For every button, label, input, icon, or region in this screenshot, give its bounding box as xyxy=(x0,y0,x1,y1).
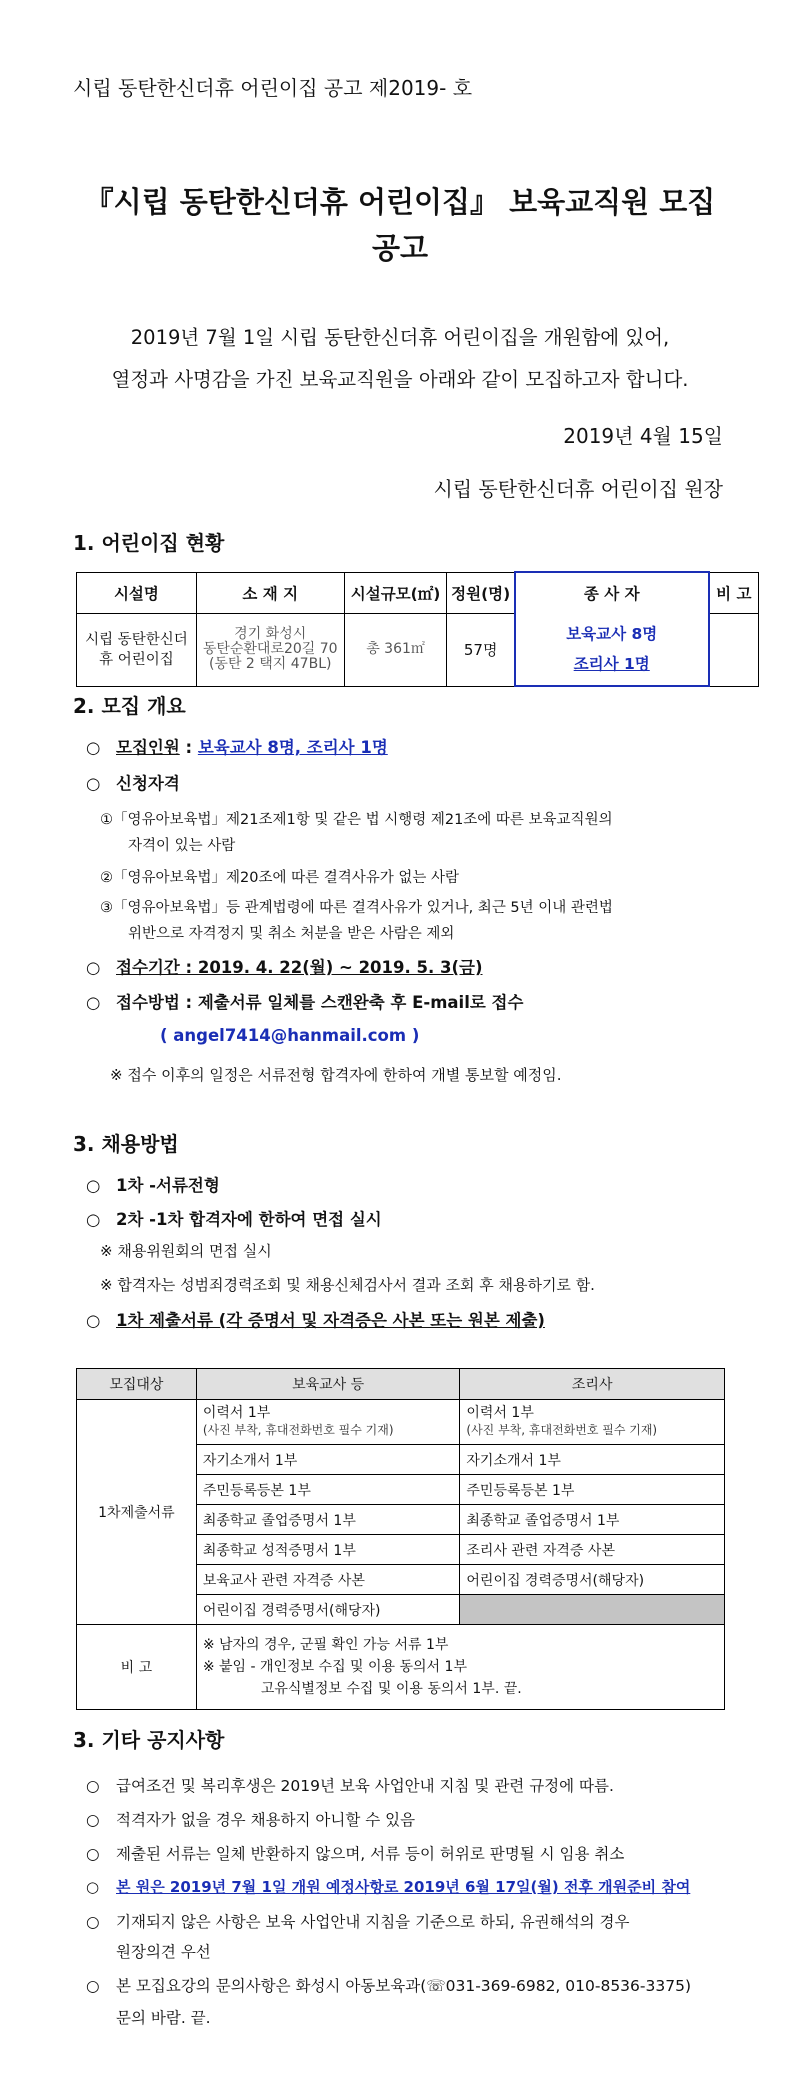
section-2-heading: 2. 모집 개요 xyxy=(73,694,186,718)
cook-doc xyxy=(460,1400,725,1445)
application-period: 접수기간 : 2019. 4. 22(월) ~ 2019. 5. 3(금) xyxy=(116,958,483,977)
notice-item xyxy=(86,1910,629,1932)
qualification-label: 신청자격 xyxy=(116,774,180,793)
intro-line-1: 2019년 7월 1일 시립 동탄한신더휴 어린이집을 개원함에 있어, xyxy=(130,326,670,349)
qualification-3-line-2: 위반으로 자격정지 및 취소 처분을 받은 사람은 제외 xyxy=(128,926,455,942)
notice-item-5-line-1: 기재되지 않은 사항은 보육 사업안내 지침을 기준으로 하되, 유권해석의 경우 xyxy=(116,1913,630,1931)
facility-capacity: 57명 xyxy=(447,613,515,686)
header-size: 시설규모(㎡) xyxy=(344,572,447,613)
notice-number: 시립 동탄한신더휴 어린이집 공고 제2019- 호 xyxy=(73,76,473,100)
notice-item-3: 제출된 서류는 일체 반환하지 않으며, 서류 등이 허위로 판명될 시 임용 취소 xyxy=(116,1845,625,1863)
teacher-doc-main: 이력서 1부 xyxy=(202,1405,271,1421)
contact-email: ( angel7414@hanmail.com ) xyxy=(160,1026,420,1045)
remarks-content xyxy=(196,1625,724,1710)
cook-doc-sub: (사진 부착, 휴대전화번호 필수 기재) xyxy=(466,1423,658,1437)
remarks-label: 비 고 xyxy=(77,1625,197,1710)
notice-item-1: 급여조건 및 복리후생은 2019년 보육 사업안내 지침 및 관련 규정에 따름. xyxy=(116,1777,614,1795)
teacher-doc: 주민등록등본 1부 xyxy=(196,1475,460,1505)
recruit-colon: : xyxy=(179,738,198,757)
bullet-icon: ○ xyxy=(86,1913,100,1931)
recruit-value: 보육교사 8명, 조리사 1명 xyxy=(197,738,388,757)
qualification-3-line-1: ③「영유아보육법」등 관계법령에 따른 결격사유가 있거나, 최근 5년 이내 관련법 xyxy=(100,900,613,916)
cook-doc-main: 이력서 1부 xyxy=(466,1405,534,1421)
qualification-1-line-2: 자격이 있는 사람 xyxy=(128,838,236,854)
remarks-line-1: ※ 남자의 경우, 군필 확인 가능 서류 1부 xyxy=(202,1637,449,1653)
address-line-3: (동탄 2 택지 47BL) xyxy=(208,656,332,672)
teacher-doc: 최종학교 졸업증명서 1부 xyxy=(196,1505,460,1535)
notice-item-5-line-2: 원장의견 우선 xyxy=(116,1943,211,1961)
notice-item-4: 본 원은 2019년 7월 1일 개원 예정사항로 2019년 6월 17일(월) 전후 개원준비 참여 xyxy=(116,1878,691,1896)
step-1-line xyxy=(86,1172,220,1196)
bullet-icon: ○ xyxy=(86,738,101,757)
facility-name: 시립 동탄한신더휴 어린이집 xyxy=(77,613,197,686)
facility-size: 총 361㎡ xyxy=(344,613,447,686)
schedule-note: ※ 접수 이후의 일정은 서류전형 합격자에 한하여 개별 통보할 예정임. xyxy=(110,1066,562,1084)
intro-line-2: 열정과 사명감을 가진 보육교직원을 아래와 같이 모집하고자 합니다. xyxy=(111,368,689,391)
period-line xyxy=(86,954,483,978)
header-cook: 조리사 xyxy=(460,1369,725,1400)
qualification-1-line-1: ①「영유아보육법」제21조제1항 및 같은 법 시행령 제21조에 따른 보육교직원의 xyxy=(100,812,613,828)
teacher-doc: 어린이집 경력증명서(해당자) xyxy=(196,1595,460,1625)
header-remarks: 비 고 xyxy=(709,572,759,613)
cook-doc: 최종학교 졸업증명서 1부 xyxy=(460,1505,725,1535)
bullet-icon: ○ xyxy=(86,958,101,977)
bullet-icon: ○ xyxy=(86,1176,101,1195)
application-method: 접수방법 : 제출서류 일체를 스캔완축 후 E-mail로 접수 xyxy=(116,993,524,1012)
header-staff: 종 사 자 xyxy=(515,572,709,613)
bullet-icon: ○ xyxy=(86,774,101,793)
recruit-label: 모집인원 xyxy=(116,738,180,757)
notice-item xyxy=(86,1842,624,1864)
cook-doc: 조리사 관련 자격증 사본 xyxy=(460,1535,725,1565)
bullet-icon: ○ xyxy=(86,1845,100,1863)
documents-table xyxy=(76,1368,725,1710)
header-teacher: 보육교사 등 xyxy=(196,1369,460,1400)
section-3-heading: 3. 채용방법 xyxy=(73,1132,179,1156)
facility-address xyxy=(196,613,344,686)
teacher-doc: 최종학교 성적증명서 1부 xyxy=(196,1535,460,1565)
notice-item xyxy=(86,1974,691,1996)
qualification-line xyxy=(86,770,180,794)
staff-cell xyxy=(515,613,709,686)
section-4-heading: 3. 기타 공지사항 xyxy=(73,1728,225,1752)
remarks-line-3: 고유식별정보 수집 및 이용 동의서 1부. 끝. xyxy=(260,1681,522,1697)
bullet-icon: ○ xyxy=(86,1777,100,1795)
table-header-row xyxy=(77,572,759,613)
remarks-cell xyxy=(709,613,759,686)
notice-item-6-line-1: 본 모집요강의 문의사항은 화성시 아동보육과(☏031-369-6982, 010-8536-3375) xyxy=(116,1977,691,1995)
director-signature: 시립 동탄한신더휴 어린이집 원장 xyxy=(433,477,723,501)
step-2: 2차 -1차 합격자에 한하여 면접 실시 xyxy=(116,1210,382,1229)
notice-item xyxy=(86,1876,690,1897)
table-row xyxy=(77,1400,725,1445)
remarks-line-2: ※ 붙임 - 개인정보 수집 및 이용 동의서 1부 xyxy=(202,1659,467,1675)
address-line-2: 동탄순환대로20길 70 xyxy=(202,641,338,657)
qualification-2: ②「영유아보육법」제20조에 따른 결격사유가 없는 사람 xyxy=(100,870,460,886)
teacher-doc xyxy=(196,1400,460,1445)
cook-doc: 주민등록등본 1부 xyxy=(460,1475,725,1505)
bullet-icon: ○ xyxy=(86,1878,100,1896)
notice-item xyxy=(86,1774,614,1796)
facility-status-table xyxy=(76,571,759,687)
bullet-icon: ○ xyxy=(86,1311,101,1330)
table-header-row xyxy=(77,1369,725,1400)
notice-item xyxy=(86,1808,415,1830)
address-line-1: 경기 화성시 xyxy=(234,626,307,642)
header-address: 소 재 지 xyxy=(196,572,344,613)
cook-doc-empty xyxy=(460,1595,725,1625)
staff-cook: 조리사 1명 xyxy=(573,655,650,673)
cook-doc: 어린이집 경력증명서(해당자) xyxy=(460,1565,725,1595)
staff-teacher: 보육교사 8명 xyxy=(566,625,658,643)
table-row xyxy=(77,613,759,686)
bullet-icon: ○ xyxy=(86,993,101,1012)
bullet-icon: ○ xyxy=(86,1210,101,1229)
bullet-icon: ○ xyxy=(86,1977,100,1995)
header-capacity: 정원(명) xyxy=(447,572,515,613)
teacher-doc-sub: (사진 부착, 휴대전화번호 필수 기재) xyxy=(202,1423,394,1437)
interview-note: ※ 채용위원회의 면접 실시 xyxy=(100,1242,272,1260)
bullet-icon: ○ xyxy=(86,1811,100,1829)
documents-title: 1차 제출서류 (각 증명서 및 자격증은 사본 또는 원본 제출) xyxy=(116,1311,545,1330)
notice-item-6-line-2: 문의 바람. 끝. xyxy=(116,2009,211,2027)
step-1: 1차 -서류전형 xyxy=(116,1176,220,1195)
header-facility-name: 시설명 xyxy=(77,572,197,613)
method-line xyxy=(86,989,523,1013)
step-2-line xyxy=(86,1206,382,1230)
table-row xyxy=(77,1625,725,1710)
hiring-note: ※ 합격자는 성범죄경력조회 및 채용신체검사서 결과 조회 후 채용하기로 함. xyxy=(100,1276,595,1294)
cook-doc: 자기소개서 1부 xyxy=(460,1445,725,1475)
header-target: 모집대상 xyxy=(77,1369,197,1400)
documents-line xyxy=(86,1307,545,1331)
title-line-1: 『시립 동탄한신더휴 어린이집』 보육교직원 모집 xyxy=(84,185,716,219)
teacher-doc: 보육교사 관련 자격증 사본 xyxy=(196,1565,460,1595)
recruit-line xyxy=(86,734,388,758)
notice-date: 2019년 4월 15일 xyxy=(563,424,723,448)
group-label: 1차제출서류 xyxy=(77,1400,197,1625)
teacher-doc: 자기소개서 1부 xyxy=(196,1445,460,1475)
title-line-2: 공고 xyxy=(371,231,429,265)
section-1-heading: 1. 어린이집 현황 xyxy=(73,531,225,555)
notice-item-2: 적격자가 없을 경우 채용하지 아니할 수 있음 xyxy=(116,1811,416,1829)
